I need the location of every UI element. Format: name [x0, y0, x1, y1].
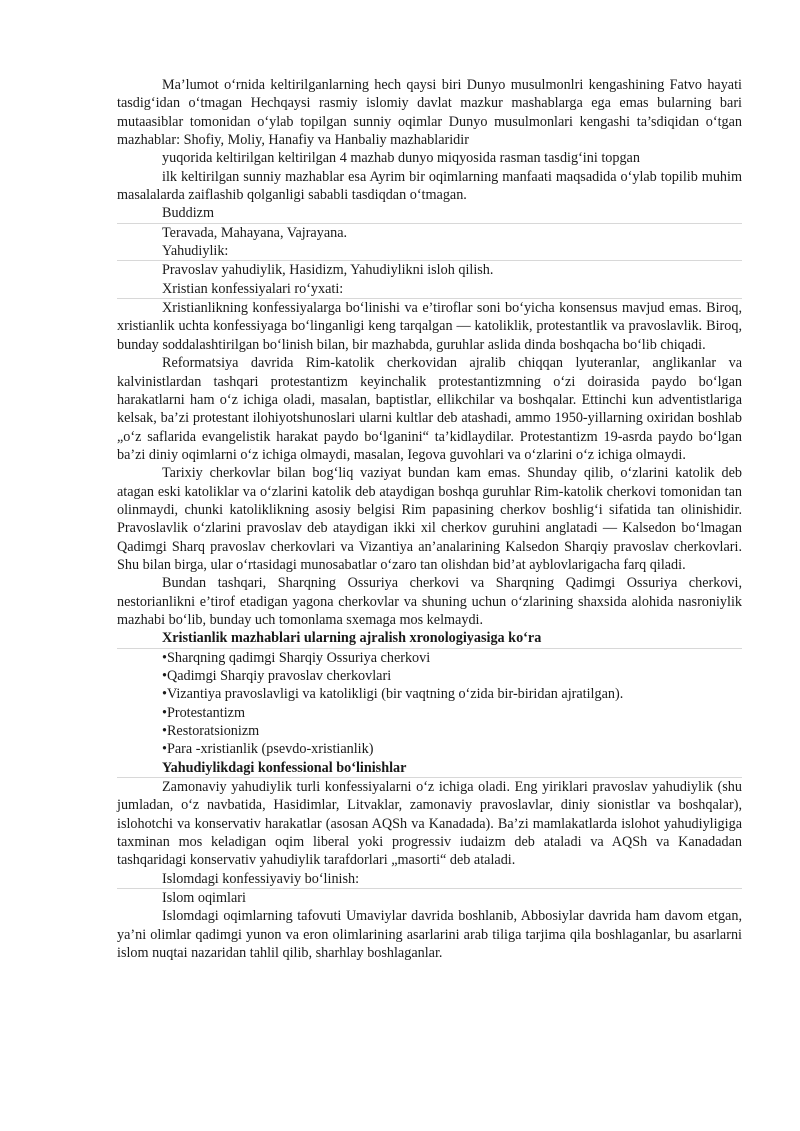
text-line: Xristian konfessiyalari ro‘yxati: [117, 280, 742, 299]
text-line: Islomdagi konfessiyaviy bo‘linish: [117, 870, 742, 889]
document-page [117, 76, 742, 963]
paragraph: Bundan tashqari, Sharqning Ossuriya cherkovi va Sharqning Qadimgi Ossuriya cherkovi, nestorianlikni e’tirof etadigan yagona cherkovlar va shuning uchun o‘zlarining shaxsida alohida nasroniylik mazhabi bo‘lib, bunday uch tomonlama sxemaga mos kelmaydi. [117, 575, 742, 628]
paragraph: Islomdagi oqimlarning tafovuti Umaviylar davrida boshlanib, Abbosiylar davrida ham davom etgan, ya’ni olimlar qadimgi yunon va eron olimlarining asarlarini arab tiliga tarjima qila boshlaganlar, bu asarlarni islom nuqtai nazaridan tahlil qilib, sharhlay boshlaganlar. [117, 908, 742, 962]
text-line: Islom oqimlari [162, 890, 246, 907]
text-line: •Sharqning qadimgi Sharqiy Ossuriya cherkovi [162, 649, 431, 666]
paragraph: Ma’lumot o‘rnida keltirilganlarning hech qaysi biri Dunyo musulmonlri kengashining Fatvo hayati tasdig‘idan o‘tmagan Hechqaysi rasmiy islomiy davlat mazkur mashablarga ega emas bularning bari mutaasiblar tomonidan o‘ylab topilgan sunniy oqimlar Dunyo musulmonlari kengashi ta’sdiqidan o‘tgan mazhablar: Shofiy, Moliy, Hanafiy va Hanbaliy mazhablaridir [117, 77, 742, 149]
paragraph: Tarixiy cherkovlar bilan bog‘liq vaziyat bundan kam emas. Shunday qilib, o‘zlarini katolik deb atagan eski katoliklar va o‘zlarini katolik deb ataydigan boshqa guruhlar Rim-katolik cherkovi tomonidan tan olinmaydi, chunki katoliklikning asosiy belgisi Rim papasining cherkov boshlig‘i sifatida tan olinishidir. Pravoslavlik o‘zlarini pravoslav deb ataydigan ikki xil cherkov guruhini anglatadi — Kalsedon bo‘lmagan Qadimgi Sharq pravoslav cherkovlari va Vizantiya an’analarining Kalsedon Sharqiy pravoslav cherkovlari. Shu bilan birga, ular o‘rtasidagi munosabatlar o‘zaro tan olishdan bid’at ayblovlarigacha farq qiladi. [117, 465, 742, 573]
paragraph: Xristianlikning konfessiyalarga bo‘linishi va e’tiroflar soni bo‘yicha konsensus mavjud emas. Biroq, xristianlik uchta konfessiyaga bo‘linganligi keng tarqalgan — katoliklik, protestantlik va pravoslavlik. Biroq, bunday soddalashtirilgan bo‘linish bilan, bir mazhabda, guruhlar aslida dinda boshqacha bo‘lib chiqadi. [117, 300, 742, 353]
text-line: Pravoslav yahudiylik, Hasidizm, Yahudiylikni isloh qilish. [162, 262, 494, 279]
paragraph: Reformatsiya davrida Rim-katolik cherkovidan ajralib chiqqan lyuteranlar, anglikanlar va kalvinistlardan tashqari protestantizm keyinchalik protestantizmning o‘zi doirasida paydo bo‘lgan harakatlarni ham o‘z ichiga oladi, masalan, baptistlar, ellikchilar va boshqalar. Ettinchi kun adventistlariga kelsak, ba’zi protestant ilohiyotshunoslari ularni kultlar deb atashadi, ammo 1950-yillarning oxiridan boshlab „o‘z saflarida evangelistik harakat paydo bo‘lganini“ ta’kidlaydilar. Protestantizm 19-asrda paydo bo‘lgan ba’zi diniy oqimlarni o‘z ichiga olmaydi, masalan, Iegova guvohlari va o‘zlarini o‘z ichiga olmaydi. [117, 355, 742, 463]
text-line: Yahudiylik: [117, 242, 742, 261]
text-line: yuqorida keltirilgan keltirilgan 4 mazhab dunyo miqyosida rasman tasdig‘ini topgan [162, 150, 640, 167]
text-line: •Qadimgi Sharqiy pravoslav cherkovlari [162, 668, 392, 684]
text-line: •Restoratsionizm [162, 723, 260, 740]
section-heading: Yahudiylikdagi konfessional bo‘linishlar [117, 759, 742, 778]
text-line: •Vizantiya pravoslavligi va katolikligi (bir vaqtning o‘zida bir-biridan ajratilgan). [162, 686, 624, 703]
section-heading: Xristianlik mazhablari ularning ajralish xronologiyasiga ko‘ra [117, 629, 742, 648]
text-line: •Protestantizm [162, 704, 245, 721]
text-line: Teravada, Mahayana, Vajrayana. [162, 224, 348, 241]
paragraph: Zamonaviy yahudiylik turli konfessiyalarni o‘z ichiga oladi. Eng yiriklari pravoslav yahudiylik (shu jumladan, o‘z navbatida, Hasidimlar, Litvaklar, zamonaviy pravoslavlar, diniy sionistlar va boshqalar), islohotchi va konservativ harakatlar (asosan AQSh va Kanadada). Ba’zi mamlakatlarda islohot yahudiyligiga taxminan mos keladigan oqim liberal yoki progressiv iudaizm deb ataladi va AQSh va Kanadadan tashqaridagi konservativ yahudiylik tarafdorlari „masorti“ deb ataladi. [117, 779, 742, 869]
text-line: Buddizm [117, 204, 742, 223]
paragraph: ilk keltirilgan sunniy mazhablar esa Ayrim bir oqimlarning manfaati maqsadida o‘ylab topilib muhim masalalarda zaiflashib qolganligi sababli tasdiqdan o‘tmagan. [117, 168, 742, 204]
text-line: •Para -xristianlik (psevdo-xristianlik) [162, 741, 374, 758]
